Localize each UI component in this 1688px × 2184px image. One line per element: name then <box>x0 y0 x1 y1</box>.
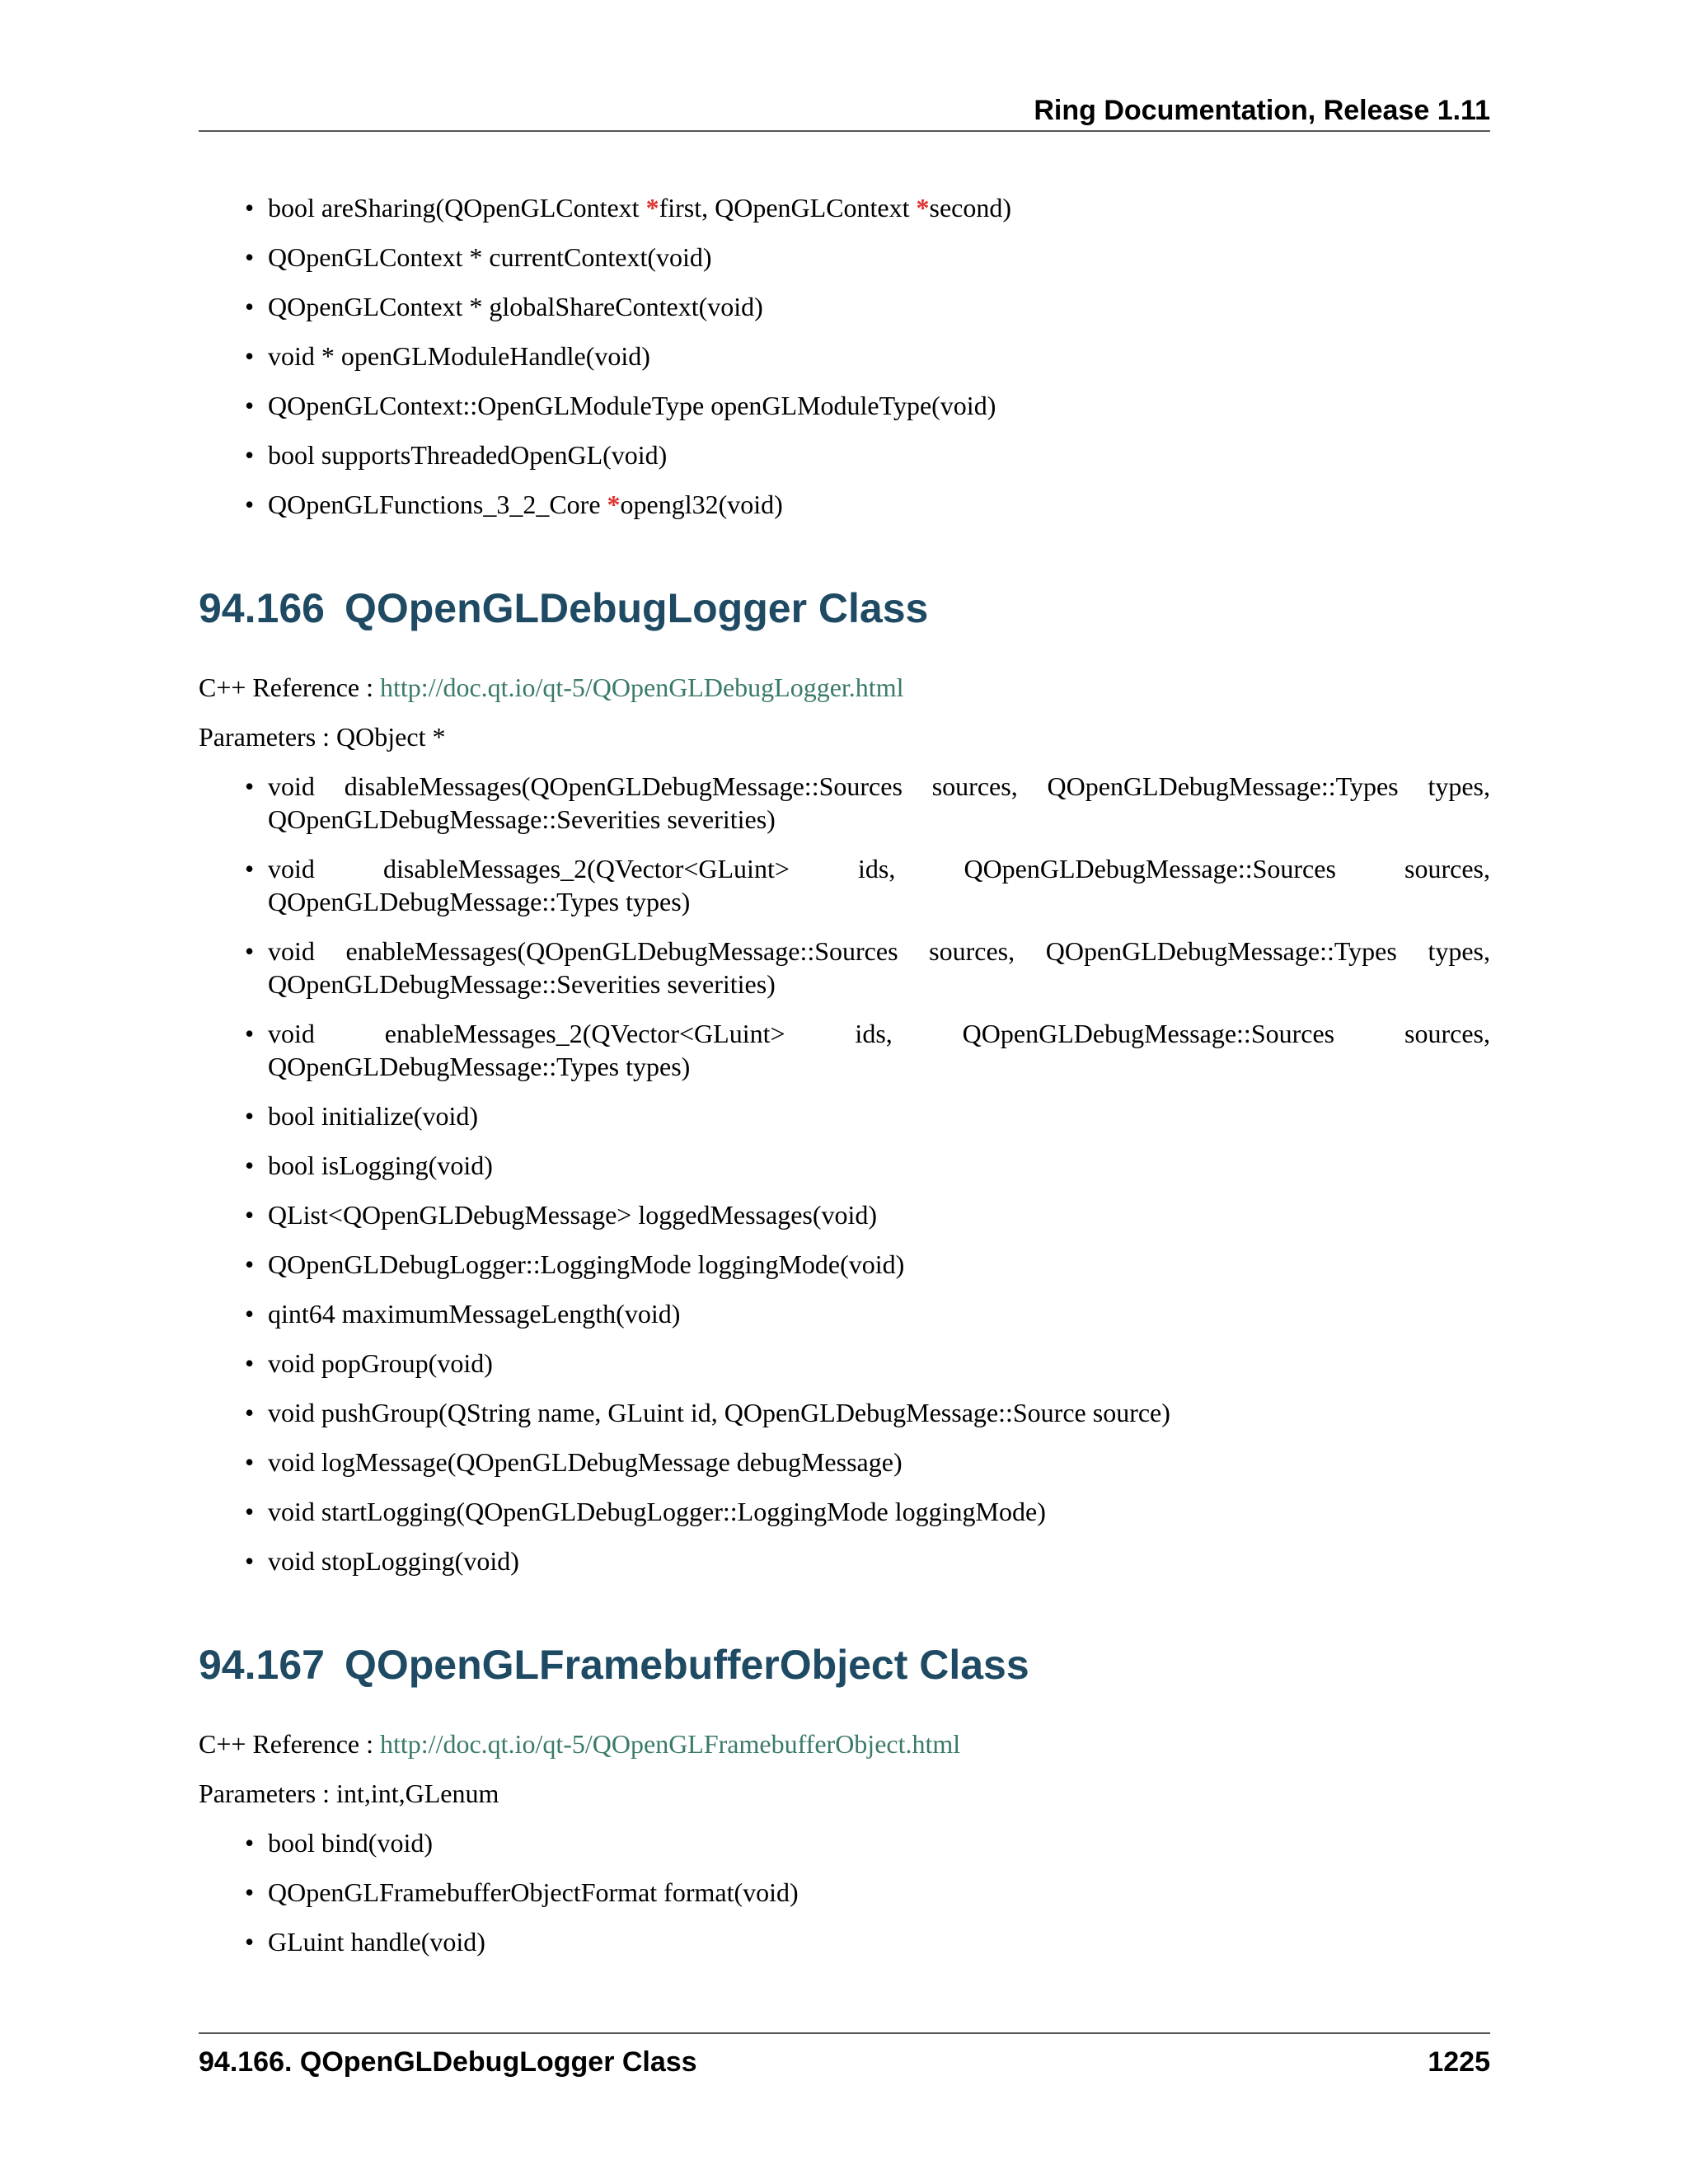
reference-label: C++ Reference : <box>199 1729 380 1759</box>
list-item: • GLuint handle(void) <box>199 1925 1490 1958</box>
list-item: • bool isLogging(void) <box>199 1149 1490 1182</box>
list-item: • void * openGLModuleHandle(void) <box>199 340 1490 373</box>
list-item: • bool areSharing(QOpenGLContext *first, QOpenGLContext *second) <box>199 191 1490 224</box>
cpp-reference <box>199 1727 1490 1760</box>
list-item: • QOpenGLDebugLogger::LoggingMode loggingMode(void) <box>199 1248 1490 1281</box>
list-item: • void enableMessages_2(QVector<GLuint> ids, QOpenGLDebugMessage::Sources sources, QOpenGLDebugMessage::Types types) <box>199 1017 1490 1083</box>
parameters-line: Parameters : QObject * <box>199 722 446 752</box>
reference-label: C++ Reference : <box>199 673 380 702</box>
page-header <box>199 91 1490 132</box>
page-content <box>199 191 1490 1975</box>
list-item: • QList<QOpenGLDebugMessage> loggedMessages(void) <box>199 1198 1490 1231</box>
footer-section-title: 94.166. QOpenGLDebugLogger Class <box>199 2046 697 2078</box>
list-item: • void startLogging(QOpenGLDebugLogger::LoggingMode loggingMode) <box>199 1495 1490 1528</box>
list-item: • void enableMessages(QOpenGLDebugMessage::Sources sources, QOpenGLDebugMessage::Types types, QOpenGLDebugMessage::Severities severities) <box>199 935 1490 1001</box>
list-item: • QOpenGLFunctions_3_2_Core *opengl32(void) <box>199 488 1490 521</box>
list-item: • QOpenGLContext * globalShareContext(void) <box>199 290 1490 323</box>
list-item: • void pushGroup(QString name, GLuint id, QOpenGLDebugMessage::Source source) <box>199 1396 1490 1429</box>
parameters-line: Parameters : int,int,GLenum <box>199 1779 499 1808</box>
section-title: QOpenGLDebugLogger Class <box>344 585 929 631</box>
section-heading-qopenglframebufferobject <box>199 1640 1490 1690</box>
section-title: QOpenGLFramebufferObject Class <box>344 1642 1029 1688</box>
list-item: • void logMessage(QOpenGLDebugMessage debugMessage) <box>199 1446 1490 1479</box>
method-list-qopengldebuglogger <box>199 770 1490 1577</box>
reference-link[interactable]: http://doc.qt.io/qt-5/QOpenGLFramebufferObject.html <box>380 1729 961 1759</box>
reference-link[interactable]: http://doc.qt.io/qt-5/QOpenGLDebugLogger.html <box>380 673 904 702</box>
list-item: • void disableMessages(QOpenGLDebugMessage::Sources sources, QOpenGLDebugMessage::Types types, QOpenGLDebugMessage::Severities severities) <box>199 770 1490 836</box>
section-heading-qopengldebuglogger <box>199 583 1490 633</box>
method-list-qopenglframebufferobject <box>199 1826 1490 1958</box>
list-item: • qint64 maximumMessageLength(void) <box>199 1297 1490 1330</box>
list-item: • QOpenGLContext * currentContext(void) <box>199 241 1490 274</box>
list-item: • QOpenGLContext::OpenGLModuleType openGLModuleType(void) <box>199 389 1490 422</box>
list-item: • bool bind(void) <box>199 1826 1490 1859</box>
list-item: • void disableMessages_2(QVector<GLuint> ids, QOpenGLDebugMessage::Sources sources, QOpenGLDebugMessage::Types types) <box>199 852 1490 918</box>
list-item: • void popGroup(void) <box>199 1347 1490 1380</box>
cpp-reference <box>199 671 1490 704</box>
list-item: • QOpenGLFramebufferObjectFormat format(void) <box>199 1876 1490 1909</box>
list-item: • bool initialize(void) <box>199 1099 1490 1132</box>
page-footer <box>199 2032 1490 2083</box>
intro-method-list <box>199 191 1490 521</box>
header-title: Ring Documentation, Release 1.11 <box>1034 95 1490 126</box>
list-item: • bool supportsThreadedOpenGL(void) <box>199 438 1490 471</box>
section-number: 94.167 <box>199 1642 325 1688</box>
page-number: 1225 <box>1428 2046 1490 2078</box>
section-number: 94.166 <box>199 585 325 631</box>
list-item: • void stopLogging(void) <box>199 1544 1490 1577</box>
